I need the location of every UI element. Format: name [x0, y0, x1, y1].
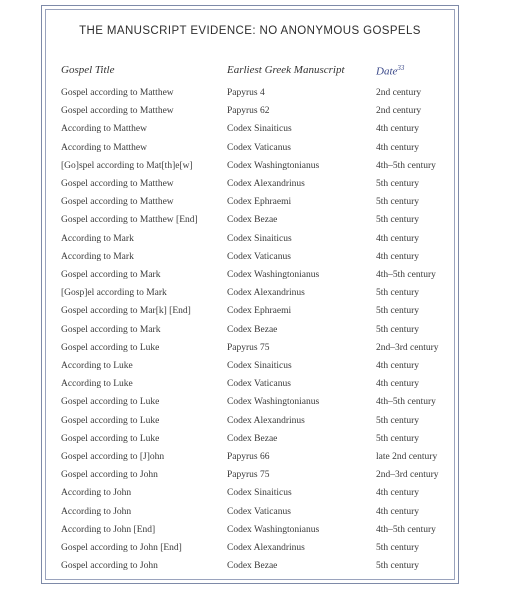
- cell-gospel-title: According to Matthew: [61, 124, 148, 135]
- cell-gospel-title: Gospel according to [J]ohn: [61, 452, 165, 462]
- header-date-footnote: 33: [397, 64, 405, 72]
- header-manuscript: Earliest Greek Manuscript: [227, 64, 345, 76]
- cell-manuscript: Codex Washingtonianus: [227, 160, 320, 171]
- cell-gospel-title: Gospel according to Mar[k] [End]: [61, 306, 191, 317]
- cell-gospel-title: Gospel according to Matthew: [61, 88, 174, 98]
- cell-manuscript: Codex Washingtonianus: [227, 270, 320, 280]
- cell-gospel-title: Gospel according to John: [61, 561, 158, 572]
- cell-gospel-title: [Go]spel according to Mat[th]e[w]: [61, 160, 193, 171]
- table-row: [46, 325, 454, 343]
- table-row: [46, 88, 454, 106]
- cell-manuscript: Codex Sinaiticus: [227, 488, 292, 499]
- cell-manuscript: Codex Bezae: [227, 215, 278, 226]
- cell-manuscript: Papyrus 75: [227, 342, 270, 353]
- cell-manuscript: Codex Bezae: [227, 433, 278, 444]
- cell-gospel-title: According to John: [61, 506, 132, 517]
- cell-manuscript: Codex Vaticanus: [227, 506, 291, 517]
- cell-date: late 2nd century: [376, 452, 438, 462]
- table-row: [46, 179, 454, 197]
- table-row: [46, 543, 454, 561]
- cell-gospel-title: According to John [End]: [61, 524, 156, 535]
- cell-manuscript: Papyrus 4: [227, 88, 265, 98]
- cell-date: 5th century: [376, 324, 420, 335]
- cell-date: 5th century: [376, 561, 420, 572]
- cell-gospel-title: According to Matthew: [61, 142, 148, 153]
- table-row: [46, 288, 454, 306]
- cell-date: 4th century: [376, 124, 420, 135]
- cell-gospel-title: Gospel according to Matthew: [61, 179, 174, 189]
- cell-date: 4th century: [376, 506, 420, 517]
- table-row: [46, 507, 454, 525]
- table-row: [46, 306, 454, 324]
- table-row: [46, 361, 454, 379]
- header-date-label: Date: [376, 65, 398, 78]
- cell-date: 5th century: [376, 415, 420, 426]
- table-row: [46, 488, 454, 506]
- cell-date: 5th century: [376, 433, 420, 444]
- cell-date: 4th century: [376, 251, 420, 262]
- table-row: [46, 452, 454, 470]
- cell-manuscript: Papyrus 66: [227, 452, 270, 462]
- header-date: [376, 64, 404, 78]
- cell-gospel-title: Gospel according to Luke: [61, 342, 160, 353]
- table-row: [46, 270, 454, 288]
- cell-manuscript: Codex Sinaiticus: [227, 124, 292, 135]
- table-row: [46, 397, 454, 415]
- table-row: [46, 416, 454, 434]
- cell-manuscript: Codex Vaticanus: [227, 142, 291, 153]
- table-title: THE MANUSCRIPT EVIDENCE: NO ANONYMOUS GOSPELS: [79, 25, 421, 37]
- cell-date: 4th–5th century: [376, 397, 436, 408]
- cell-manuscript: Codex Bezae: [227, 561, 278, 572]
- cell-gospel-title: Gospel according to John [End]: [61, 543, 182, 553]
- cell-gospel-title: Gospel according to Mark: [61, 270, 161, 280]
- cell-date: 5th century: [376, 179, 420, 189]
- cell-manuscript: Codex Washingtonianus: [227, 397, 320, 408]
- cell-gospel-title: Gospel according to Mark: [61, 324, 161, 335]
- cell-date: 4th–5th century: [376, 270, 436, 280]
- table-row: [46, 143, 454, 161]
- cell-manuscript: Codex Washingtonianus: [227, 524, 320, 535]
- cell-manuscript: Codex Vaticanus: [227, 379, 291, 390]
- table-row: [46, 470, 454, 488]
- table-row: [46, 379, 454, 397]
- cell-manuscript: Papyrus 75: [227, 470, 270, 481]
- cell-date: 4th century: [376, 142, 420, 153]
- cell-manuscript: Codex Alexandrinus: [227, 288, 305, 299]
- table-row: [46, 561, 454, 579]
- cell-date: 2nd century: [376, 88, 422, 98]
- header-gospel-title: Gospel Title: [61, 64, 115, 76]
- cell-gospel-title: Gospel according to Matthew: [61, 106, 174, 117]
- cell-date: 4th century: [376, 361, 420, 371]
- table-row: [46, 124, 454, 142]
- cell-gospel-title: Gospel according to Luke: [61, 415, 160, 426]
- cell-date: 2nd century: [376, 106, 422, 117]
- cell-manuscript: Codex Bezae: [227, 324, 278, 335]
- cell-manuscript: Codex Ephraemi: [227, 197, 292, 208]
- cell-date: 5th century: [376, 306, 420, 317]
- cell-gospel-title: Gospel according to Luke: [61, 433, 160, 444]
- table-row: [46, 197, 454, 215]
- table-row: [46, 161, 454, 179]
- table-row: [46, 234, 454, 252]
- table-frame-inner: [45, 9, 455, 580]
- cell-date: 2nd–3rd century: [376, 470, 439, 481]
- cell-date: 4th century: [376, 488, 420, 499]
- cell-gospel-title: According to Luke: [61, 361, 133, 371]
- cell-date: 4th–5th century: [376, 160, 436, 171]
- cell-date: 5th century: [376, 197, 420, 208]
- cell-date: 4th–5th century: [376, 524, 436, 535]
- cell-gospel-title: According to Mark: [61, 233, 134, 244]
- cell-gospel-title: Gospel according to Matthew: [61, 197, 174, 208]
- table-row: [46, 525, 454, 543]
- cell-manuscript: Papyrus 62: [227, 106, 270, 117]
- cell-gospel-title: According to John: [61, 488, 132, 499]
- cell-manuscript: Codex Sinaiticus: [227, 233, 292, 244]
- cell-manuscript: Codex Vaticanus: [227, 251, 291, 262]
- cell-gospel-title: Gospel according to John: [61, 470, 158, 481]
- cell-gospel-title: Gospel according to Matthew [End]: [61, 215, 198, 226]
- cell-manuscript: Codex Alexandrinus: [227, 179, 305, 189]
- cell-date: 5th century: [376, 288, 420, 299]
- cell-manuscript: Codex Alexandrinus: [227, 415, 305, 426]
- cell-gospel-title: According to Mark: [61, 251, 134, 262]
- table-row: [46, 106, 454, 124]
- cell-manuscript: Codex Sinaiticus: [227, 361, 292, 371]
- cell-gospel-title: Gospel according to Luke: [61, 397, 160, 408]
- table-row: [46, 434, 454, 452]
- table-row: [46, 215, 454, 233]
- table-row: [46, 252, 454, 270]
- cell-date: 5th century: [376, 215, 420, 226]
- cell-manuscript: Codex Ephraemi: [227, 306, 292, 317]
- cell-manuscript: Codex Alexandrinus: [227, 543, 305, 553]
- table-frame: [41, 5, 459, 584]
- cell-date: 4th century: [376, 379, 420, 390]
- cell-gospel-title: According to Luke: [61, 379, 133, 390]
- table-row: [46, 343, 454, 361]
- cell-gospel-title: [Gosp]el according to Mark: [61, 288, 167, 299]
- cell-date: 2nd–3rd century: [376, 342, 439, 353]
- cell-date: 5th century: [376, 543, 420, 553]
- cell-date: 4th century: [376, 233, 420, 244]
